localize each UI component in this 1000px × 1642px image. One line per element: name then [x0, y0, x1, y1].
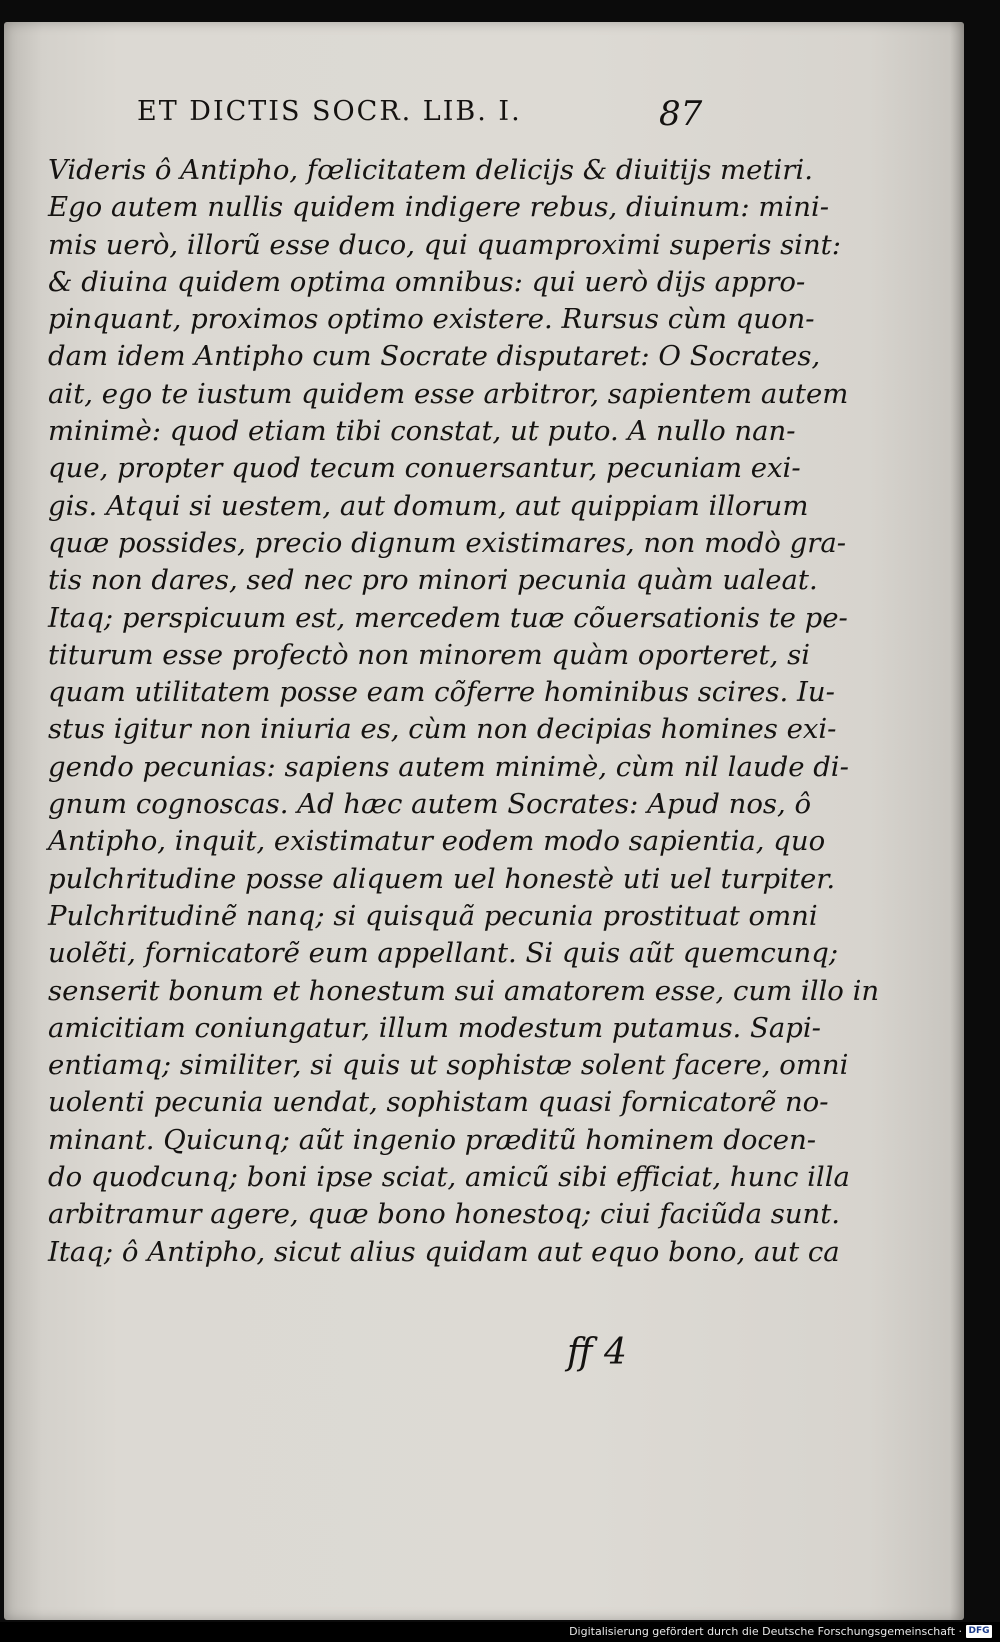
text-line: senserit bonum et honestum sui amatorem esse, cum illo in [48, 974, 880, 1007]
book-page [4, 22, 964, 1620]
text-line: tis non dares, sed nec pro minori pecunia quàm ualeat. [48, 564, 818, 597]
page-number: 87 [659, 94, 703, 134]
text-line: gendo pecunias: sapiens autem minimè, cùm nil laude di- [48, 750, 849, 783]
text-line: amicitiam coniungatur, illum modestum putamus. Sapi- [48, 1011, 821, 1044]
text-line: dam idem Antipho cum Socrate disputaret: O Socrates, [48, 340, 821, 373]
text-line: Itaq; ô Antipho, sicut alius quidam aut equo bono, aut ca [48, 1235, 840, 1268]
text-line: titurum esse profectò non minorem quàm oporteret, si [48, 638, 810, 671]
dfg-logo: DFG [966, 1625, 992, 1638]
funding-footer [0, 1622, 1000, 1642]
text-line: do quodcunq; boni ipse sciat, amicũ sibi efficiat, hunc illa [48, 1161, 850, 1194]
text-line: Pulchritudinẽ nanq; si quisquã pecunia prostituat omni [48, 899, 818, 932]
text-line: ait, ego te iustum quidem esse arbitror, sapientem autem [48, 377, 849, 410]
text-line: stus igitur non iniuria es, cùm non decipias homines exi- [48, 713, 837, 746]
text-line: mis uerò, illorũ esse duco, qui quamproximi superis sint: [48, 228, 842, 261]
text-line: pinquant, proximos optimo existere. Rursus cùm quon- [48, 303, 815, 336]
text-line: arbitramur agere, quæ bono honestoq; ciui faciũda sunt. [48, 1198, 841, 1231]
text-line: minimè: quod etiam tibi constat, ut puto. A nullo nan- [48, 415, 796, 448]
text-line: Itaq; perspicuum est, mercedem tuæ cõuersationis te pe- [48, 601, 848, 634]
funding-notice: Digitalisierung gefördert durch die Deutsche Forschungsgemeinschaft · [569, 1625, 962, 1638]
text-line: minant. Quicunq; aũt ingenio præditũ hominem docen- [48, 1123, 817, 1156]
text-line: gis. Atqui si uestem, aut domum, aut quippiam illorum [48, 489, 809, 522]
text-line: Videris ô Antipho, fœlicitatem delicijs & diuitijs metiri. [48, 154, 813, 186]
signature-mark: ff 4 [567, 1332, 627, 1373]
text-line: Ego autem nullis quidem indigere rebus, diuinum: mini- [48, 191, 830, 224]
text-line: entiamq; similiter, si quis ut sophistæ solent facere, omni [48, 1049, 849, 1082]
running-head: ET DICTIS SOCR. LIB. I. [137, 96, 522, 127]
text-line: Antipho, inquit, existimatur eodem modo sapientia, quo [48, 825, 826, 858]
text-line: gnum cognoscas. Ad hæc autem Socrates: Apud nos, ô [48, 788, 812, 821]
text-line: pulchritudine posse aliquem uel honestè uti uel turpiter. [48, 862, 836, 895]
text-line: uolẽti, fornicatorẽ eum appellant. Si quis aũt quemcunq; [48, 937, 839, 970]
text-line: quæ possides, precio dignum existimares, non modò gra- [48, 526, 847, 559]
text-line: que, propter quod tecum conuersantur, pecuniam exi- [48, 452, 801, 485]
text-line: uolenti pecunia uendat, sophistam quasi fornicatorẽ no- [48, 1086, 829, 1119]
text-line: & diuina quidem optima omnibus: qui uerò dijs appro- [48, 265, 806, 298]
text-line: quam utilitatem posse eam cõferre hominibus scires. Iu- [48, 676, 835, 709]
body-text [48, 152, 880, 1271]
